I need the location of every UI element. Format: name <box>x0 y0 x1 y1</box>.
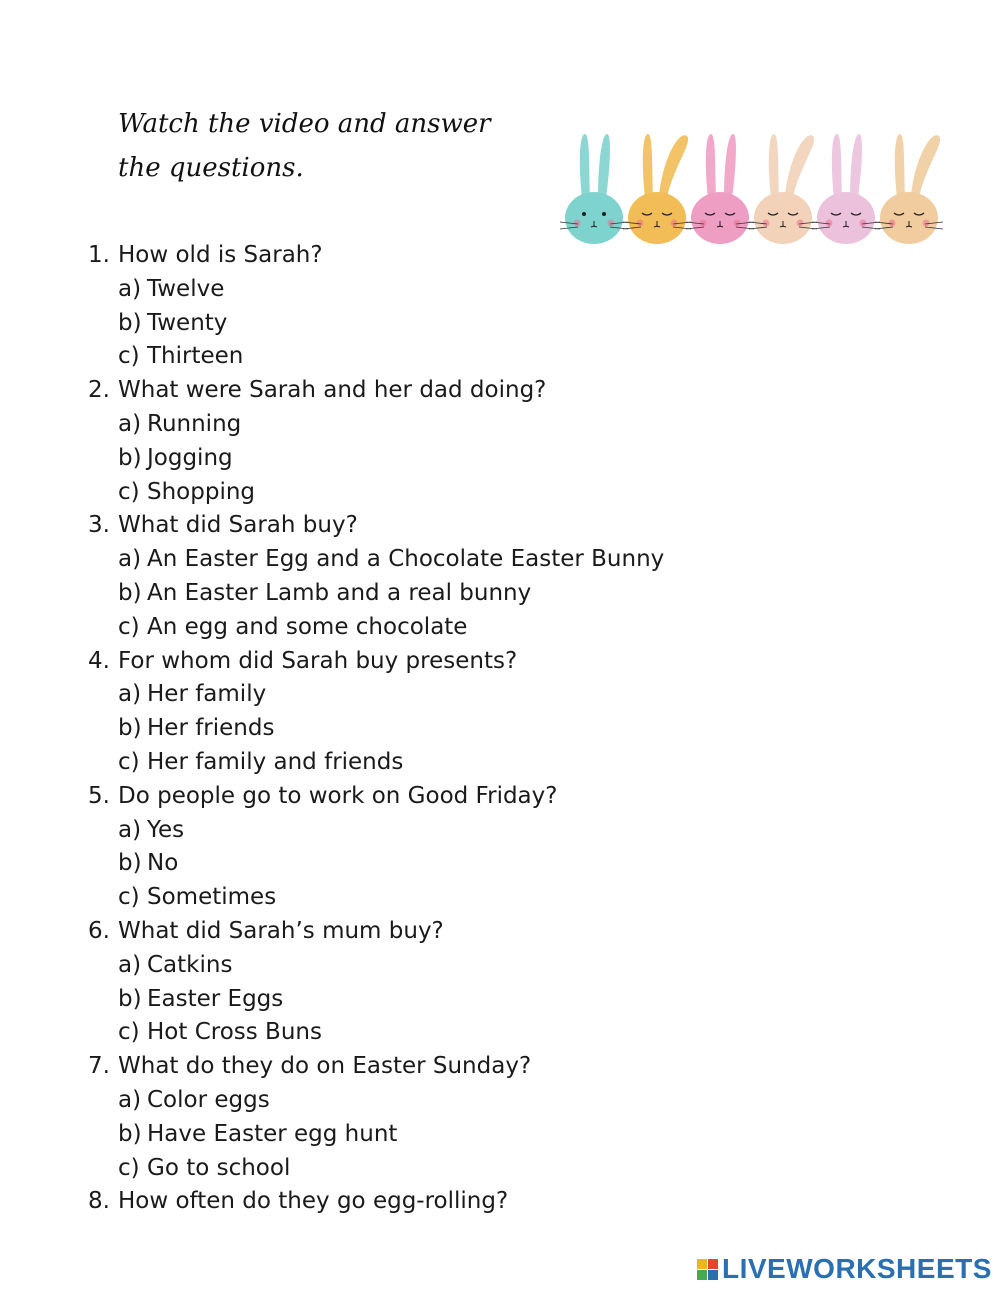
option-letter: b) <box>118 985 142 1012</box>
option-text: An Easter Lamb and a real bunny <box>147 579 532 606</box>
option-text: Shopping <box>147 478 256 505</box>
question-text: What did Sarah’s mum buy? <box>118 917 444 944</box>
option-text: No <box>147 850 179 877</box>
option-letter: c) <box>118 884 140 911</box>
question-number: 8. <box>88 1188 110 1215</box>
logo-block <box>708 1270 718 1280</box>
logo-block <box>708 1259 718 1269</box>
question-row <box>88 374 664 408</box>
question-item <box>88 374 664 509</box>
answer-option[interactable] <box>118 949 664 983</box>
question-row <box>88 239 664 273</box>
title-line-1: Watch the video and answer <box>118 109 491 139</box>
option-letter: b) <box>118 444 142 471</box>
option-letter: b) <box>118 850 142 877</box>
option-text: Have Easter egg hunt <box>147 1120 398 1147</box>
logo-block <box>697 1259 707 1269</box>
option-letter: a) <box>118 681 142 708</box>
answer-option[interactable] <box>118 577 664 611</box>
option-letter: c) <box>118 343 140 370</box>
logo-block <box>697 1270 707 1280</box>
question-list <box>88 239 664 1219</box>
option-text: Sometimes <box>147 884 277 911</box>
bunny-icon <box>812 134 880 244</box>
option-text: Thirteen <box>147 343 244 370</box>
bunny-icon <box>686 134 754 244</box>
question-text: How often do they go egg-rolling? <box>118 1188 509 1215</box>
answer-option[interactable] <box>118 814 664 848</box>
worksheet-title <box>118 102 538 190</box>
option-letter: a) <box>118 951 142 978</box>
question-text: How old is Sarah? <box>118 242 323 268</box>
question-number: 1. <box>88 242 110 268</box>
answer-option[interactable] <box>118 1152 664 1186</box>
option-text: Color eggs <box>147 1086 270 1113</box>
option-text: Her family <box>147 681 267 708</box>
option-letter: b) <box>118 309 142 336</box>
option-text: Her family and friends <box>147 748 404 775</box>
question-row <box>88 915 664 949</box>
answer-option[interactable] <box>118 611 664 645</box>
question-row <box>88 509 664 543</box>
answer-option[interactable] <box>118 983 664 1017</box>
answer-option[interactable] <box>118 1016 664 1050</box>
question-row <box>88 1050 664 1084</box>
option-text: Jogging <box>147 444 233 471</box>
answer-options <box>88 273 664 374</box>
option-letter: c) <box>118 1019 140 1046</box>
question-item <box>88 915 664 1050</box>
answer-option[interactable] <box>118 1084 664 1118</box>
option-text: Hot Cross Buns <box>147 1019 322 1046</box>
question-text: For whom did Sarah buy presents? <box>118 647 518 674</box>
answer-option[interactable] <box>118 273 664 307</box>
question-number: 5. <box>88 782 110 809</box>
question-item <box>88 1185 664 1219</box>
option-text: An egg and some chocolate <box>147 613 468 640</box>
answer-option[interactable] <box>118 847 664 881</box>
answer-option[interactable] <box>118 712 664 746</box>
bunny-icon <box>875 134 943 244</box>
option-text: Catkins <box>147 951 233 978</box>
answer-option[interactable] <box>118 881 664 915</box>
answer-options <box>88 543 664 644</box>
answer-option[interactable] <box>118 408 664 442</box>
question-item <box>88 1050 664 1185</box>
answer-options <box>88 1084 664 1185</box>
option-text: Running <box>147 410 242 437</box>
option-letter: a) <box>118 410 142 437</box>
answer-option[interactable] <box>118 746 664 780</box>
option-letter: b) <box>118 579 142 606</box>
question-number: 3. <box>88 512 110 539</box>
title-line-2: the questions. <box>118 153 304 183</box>
option-text: Yes <box>147 816 185 843</box>
question-text: Do people go to work on Good Friday? <box>118 782 558 809</box>
question-row <box>88 645 664 679</box>
answer-option[interactable] <box>118 678 664 712</box>
logo-blocks-icon <box>697 1259 718 1280</box>
option-letter: c) <box>118 748 140 775</box>
bunny-icon <box>560 134 628 244</box>
answer-option[interactable] <box>118 543 664 577</box>
answer-option[interactable] <box>118 476 664 510</box>
option-text: Her friends <box>147 715 275 742</box>
option-letter: b) <box>118 1120 142 1147</box>
question-row <box>88 780 664 814</box>
option-letter: a) <box>118 275 142 302</box>
question-number: 6. <box>88 917 110 944</box>
logo-text: LIVEWORKSHEETS <box>722 1253 992 1284</box>
answer-options <box>88 678 664 779</box>
question-number: 7. <box>88 1053 110 1080</box>
answer-options <box>88 949 664 1050</box>
option-text: Easter Eggs <box>147 985 284 1012</box>
option-letter: b) <box>118 715 142 742</box>
answer-option[interactable] <box>118 340 664 374</box>
option-text: An Easter Egg and a Chocolate Easter Bunny <box>147 546 665 573</box>
liveworksheets-logo <box>697 1254 992 1284</box>
answer-options <box>88 408 664 509</box>
bunny-icon <box>623 134 691 244</box>
option-letter: c) <box>118 613 140 640</box>
option-letter: a) <box>118 1086 142 1113</box>
option-text: Twelve <box>147 275 225 302</box>
answer-option[interactable] <box>118 442 664 476</box>
option-letter: a) <box>118 546 142 573</box>
question-item <box>88 239 664 374</box>
option-letter: c) <box>118 1154 140 1181</box>
question-row <box>88 1185 664 1219</box>
bunny-icon <box>749 134 817 244</box>
option-letter: c) <box>118 478 140 505</box>
option-letter: a) <box>118 816 142 843</box>
question-item <box>88 780 664 915</box>
question-number: 4. <box>88 647 110 674</box>
question-text: What did Sarah buy? <box>118 512 358 539</box>
answer-option[interactable] <box>118 307 664 341</box>
option-text: Go to school <box>147 1154 291 1181</box>
option-text: Twenty <box>147 309 228 336</box>
bunnies-illustration <box>556 128 946 250</box>
question-number: 2. <box>88 377 110 404</box>
answer-option[interactable] <box>118 1118 664 1152</box>
answer-options <box>88 814 664 915</box>
question-text: What do they do on Easter Sunday? <box>118 1053 532 1080</box>
question-item <box>88 509 664 644</box>
question-text: What were Sarah and her dad doing? <box>118 377 547 404</box>
question-item <box>88 645 664 780</box>
